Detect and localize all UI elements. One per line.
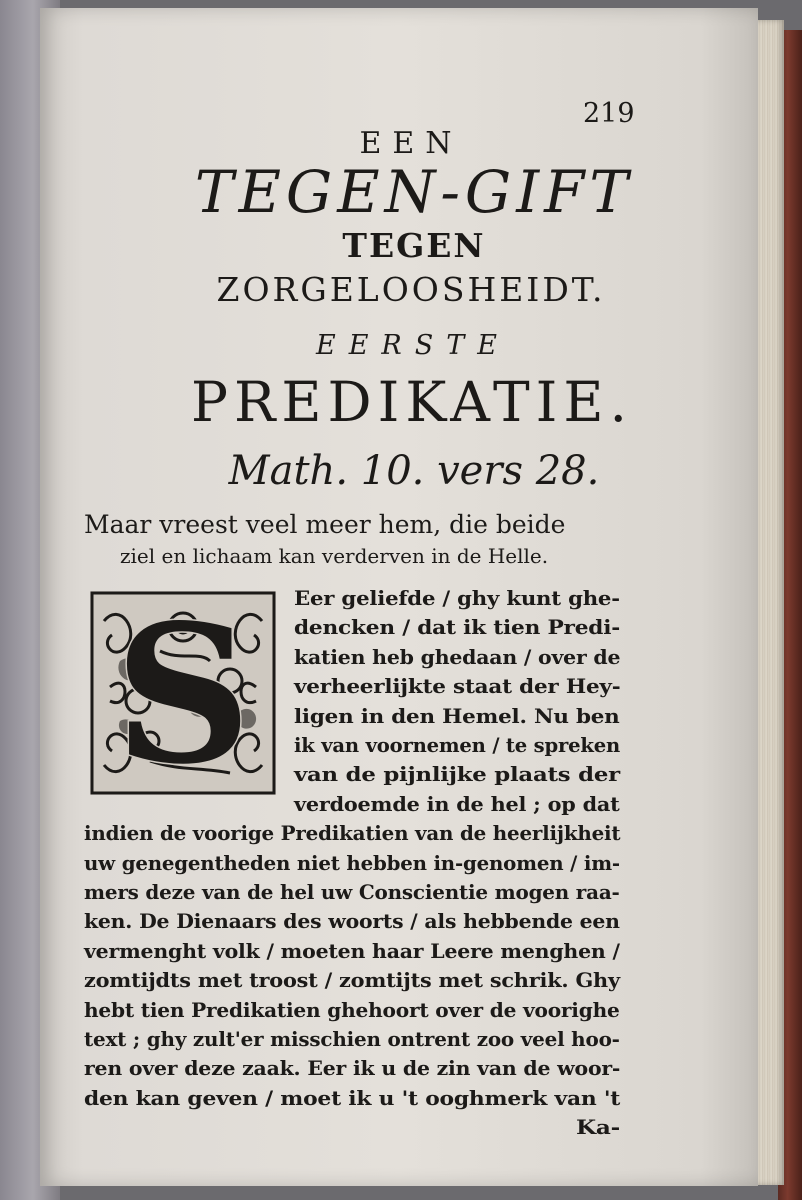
book-page bbox=[40, 8, 758, 1186]
body-text-line: verheerlijkte staat der Hey- bbox=[294, 674, 621, 699]
body-text-line: text ; ghy zult'er misschien ontrent zoo veel hoo- bbox=[84, 1027, 620, 1051]
scripture-reference: Math. 10. vers 28. bbox=[228, 448, 600, 494]
drop-cap-letter: S bbox=[114, 591, 252, 795]
ornamental-drop-cap bbox=[90, 591, 276, 795]
body-text-line: Eer geliefde / ghy kunt ghe- bbox=[294, 586, 620, 610]
title-tegen: TEGEN bbox=[342, 226, 486, 265]
body-text-line: den kan geven / moet ik u 't ooghmerk van 't bbox=[84, 1085, 621, 1110]
title-tegen-gift: TEGEN-GIFT bbox=[194, 158, 634, 226]
floral-ornament-icon bbox=[90, 591, 276, 795]
title-predikatie: PREDIKATIE. bbox=[190, 370, 633, 434]
page-number: 219 bbox=[583, 98, 635, 129]
body-text-line: mers deze van de hel uw Conscientie mogen raa- bbox=[84, 880, 620, 904]
body-text-line: dencken / dat ik tien Predi- bbox=[294, 615, 620, 640]
quote-line-2: ziel en lichaam kan verderven in de Helle. bbox=[120, 544, 549, 568]
body-text-line: ligen in den Hemel. Nu ben bbox=[294, 703, 620, 728]
quote-line-1: Maar vreest veel meer hem, die beide bbox=[84, 510, 566, 539]
body-text-line: hebt tien Predikatien ghehoort over de voorighe bbox=[84, 997, 620, 1022]
title-een: EEN bbox=[359, 126, 463, 161]
body-text-line: katien heb ghedaan / over de bbox=[294, 644, 621, 669]
body-text-line: zomtijdts met troost / zomtijts met schrik. Ghy bbox=[84, 968, 620, 993]
body-text-line: ren over deze zaak. Eer ik u de zin van de woor- bbox=[84, 1056, 621, 1081]
body-text-line: vermenght volk / moeten haar Leere menghen / bbox=[84, 938, 620, 963]
body-text-line: van de pijnlijke plaats der bbox=[294, 762, 620, 787]
body-text-line: uw genegentheden niet hebben in-genomen / im- bbox=[84, 850, 620, 875]
body-text-line: ik van voornemen / te spreken bbox=[294, 733, 621, 757]
body-text-line: verdoemde in de hel ; op dat bbox=[294, 791, 620, 816]
body-text-line: ken. De Dienaars des woorts / als hebbende een bbox=[84, 909, 620, 934]
title-eerste: EERSTE bbox=[316, 330, 510, 361]
body-text-line: indien de voorige Predikatien van de heerlijkheit bbox=[84, 821, 621, 846]
title-zorgeloosheidt: ZORGELOOSHEIDT. bbox=[216, 270, 606, 309]
body-text-line: Ka- bbox=[576, 1115, 621, 1140]
